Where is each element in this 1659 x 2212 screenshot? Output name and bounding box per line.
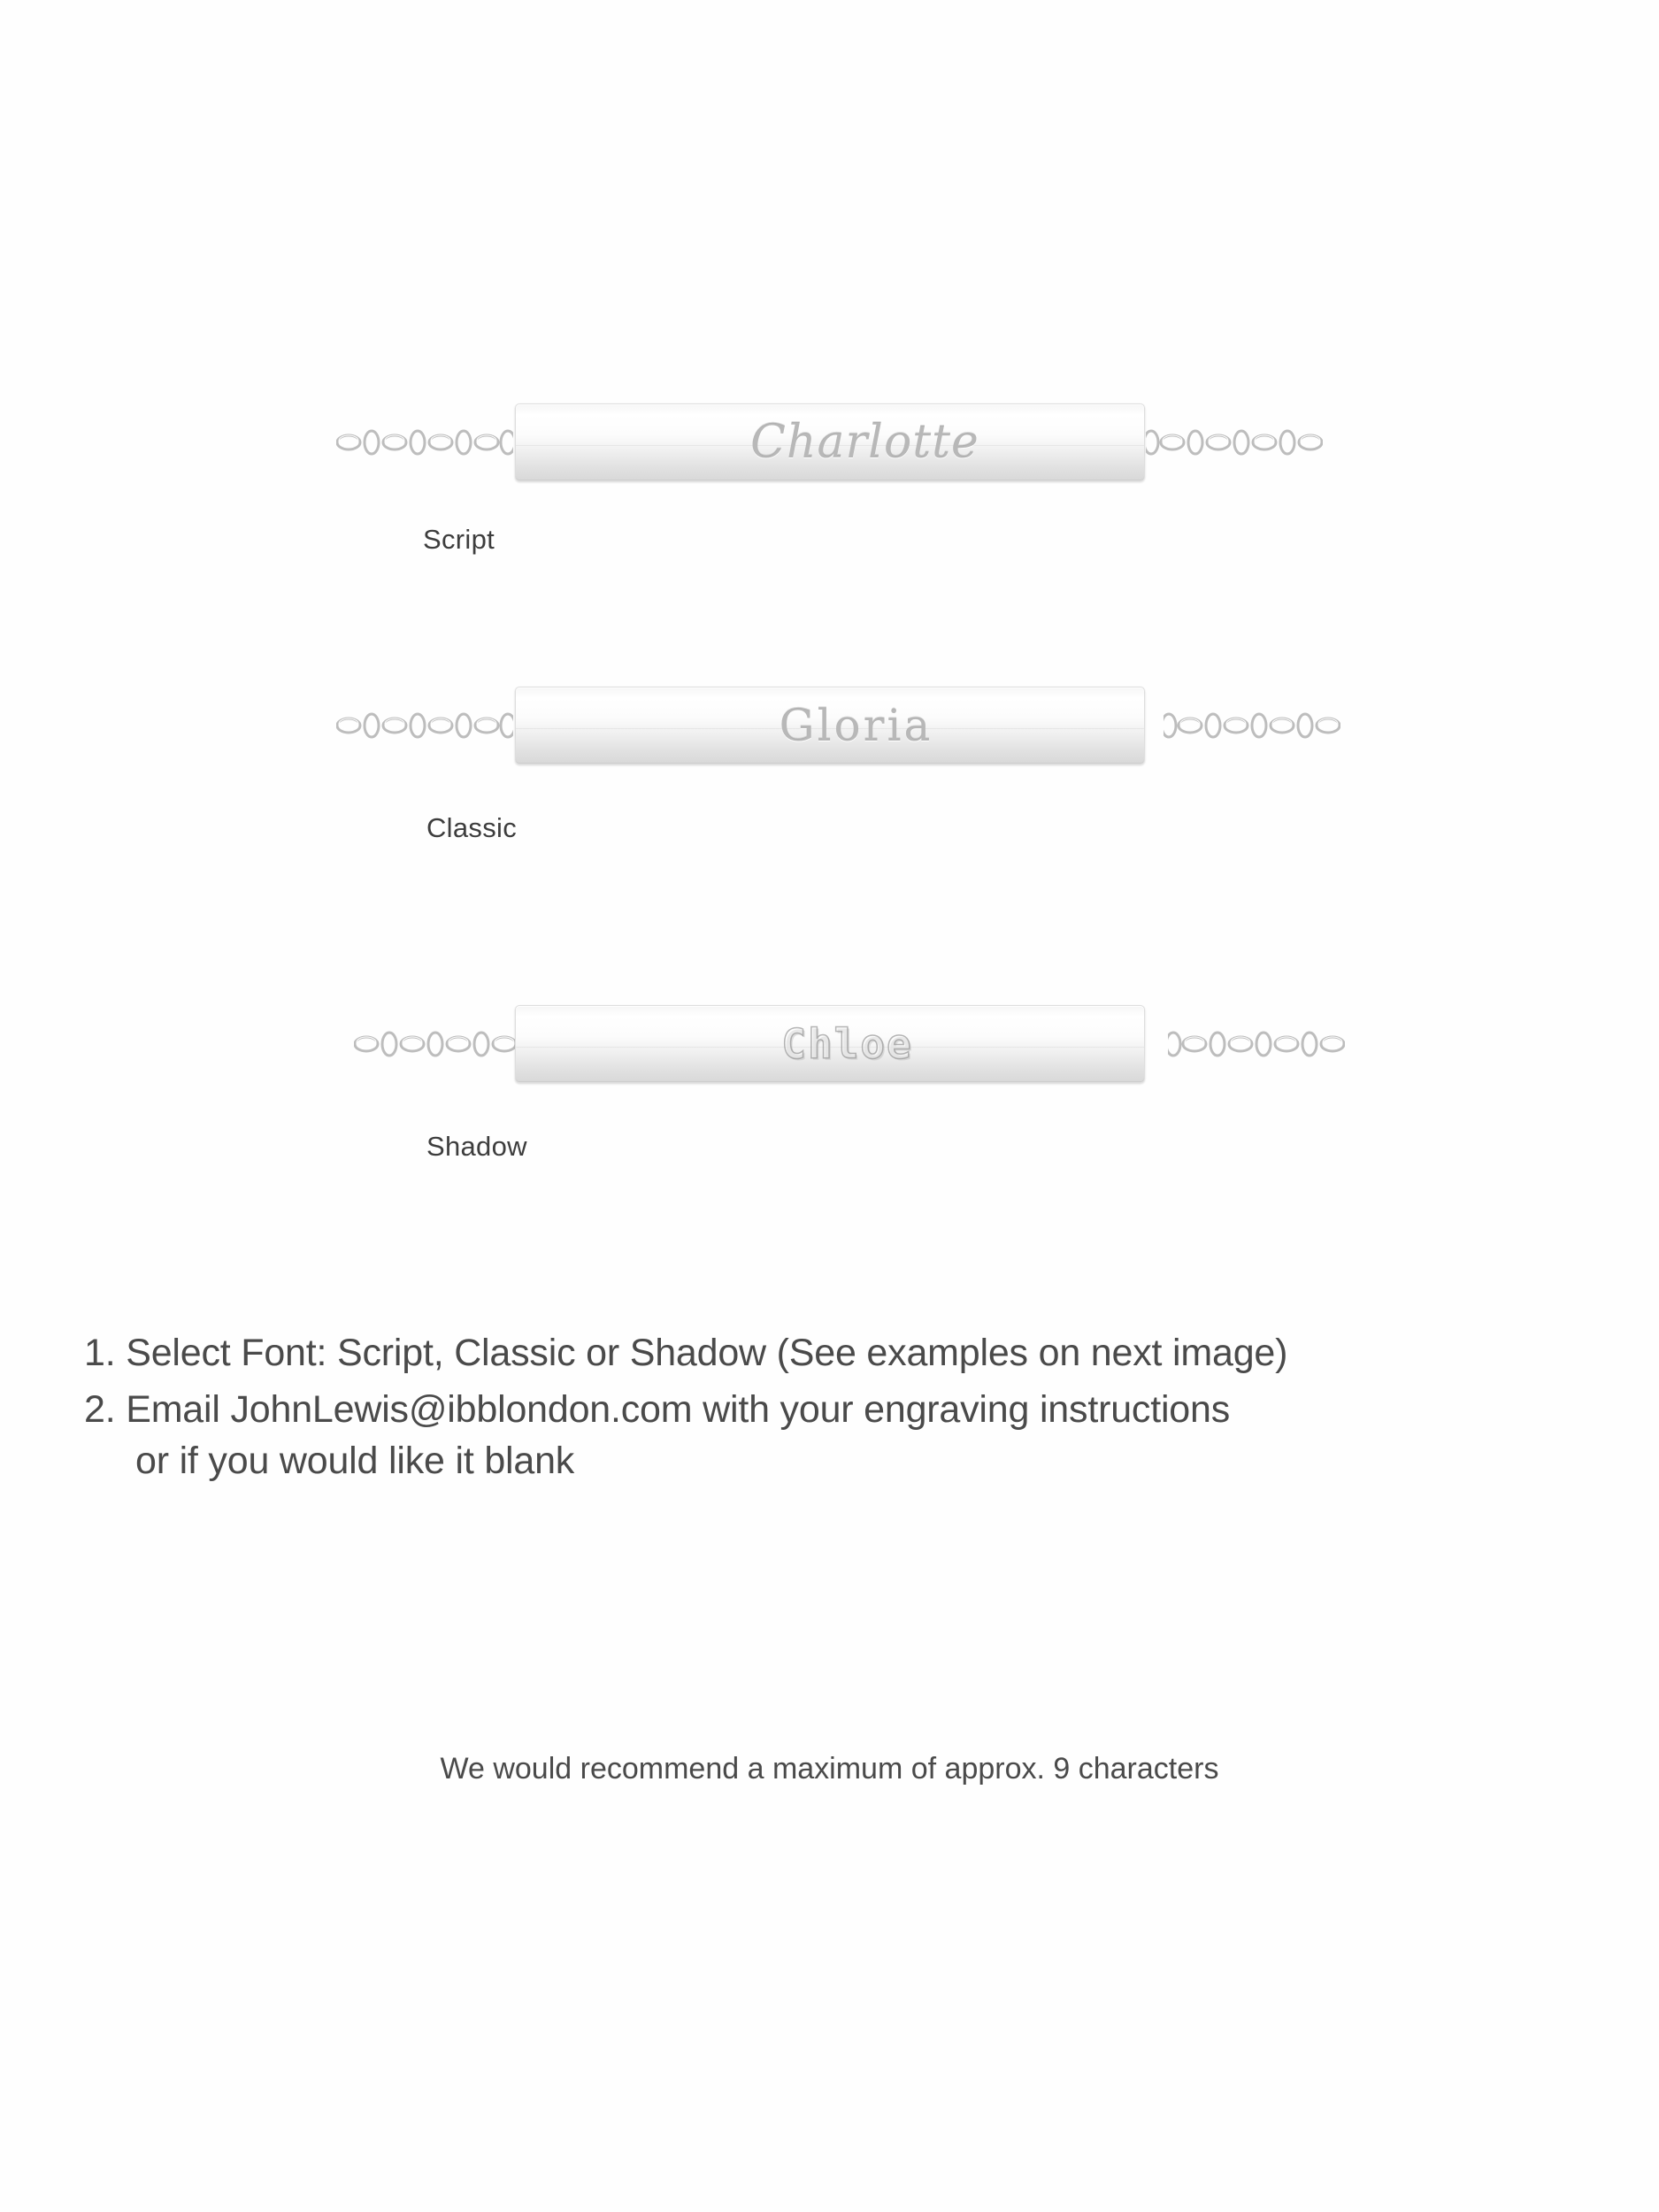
engraved-bar-script bbox=[515, 403, 1145, 481]
bracelet-image-script bbox=[0, 380, 1659, 504]
chain-left-icon bbox=[336, 427, 513, 457]
instructions-block bbox=[84, 1327, 1606, 1486]
bracelet-sample-script bbox=[0, 380, 1659, 584]
chain-right-icon bbox=[1168, 1029, 1345, 1059]
instruction-line-2: 2. Email JohnLewis@ibblondon.com with your engraving instructions bbox=[84, 1388, 1231, 1432]
engraved-name-shadow: Chloe bbox=[781, 1020, 913, 1068]
instruction-line-1: 1. Select Font: Script, Classic or Shadow (See examples on next image) bbox=[84, 1332, 1288, 1374]
chain-right-icon bbox=[1146, 427, 1323, 457]
bracelet-image-shadow bbox=[0, 982, 1659, 1106]
sample-caption-classic: Classic bbox=[426, 812, 518, 843]
character-limit-note: We would recommend a maximum of approx. 9 characters bbox=[440, 1752, 1219, 1786]
engraved-bar-classic bbox=[515, 687, 1145, 764]
bracelet-sample-shadow bbox=[0, 982, 1659, 1186]
engraved-name-script: Charlotte bbox=[750, 416, 979, 469]
chain-left-icon bbox=[354, 1029, 531, 1059]
engraved-name-classic: Gloria bbox=[779, 700, 933, 751]
sample-caption-script: Script bbox=[423, 524, 495, 555]
bracelet-sample-classic bbox=[0, 664, 1659, 867]
engraved-bar-shadow bbox=[515, 1005, 1145, 1083]
bracelet-image-classic bbox=[0, 664, 1659, 787]
chain-right-icon bbox=[1164, 710, 1340, 741]
chain-left-icon bbox=[336, 710, 513, 741]
sample-caption-shadow: Shadow bbox=[426, 1131, 527, 1162]
instruction-line-3: or if you would like it blank bbox=[135, 1440, 575, 1483]
